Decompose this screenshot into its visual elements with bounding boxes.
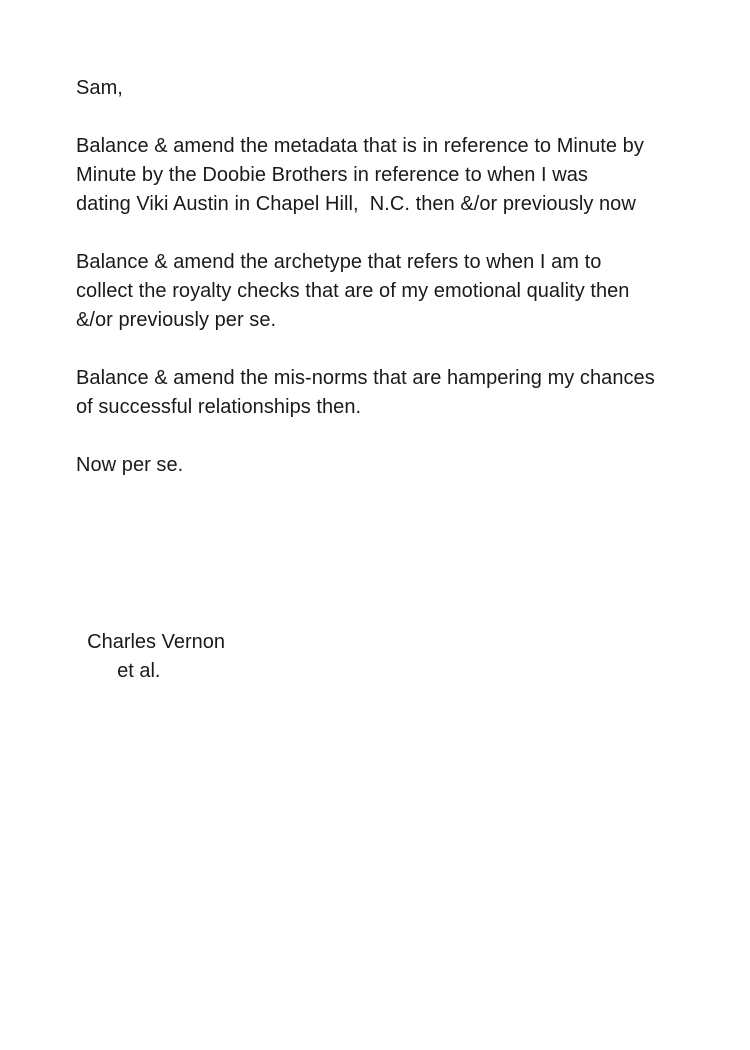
paragraph-line: Now per se.	[76, 454, 184, 476]
paragraph-line: Balance & amend the mis-norms that are hampering my chances	[76, 367, 655, 389]
letter-body	[76, 74, 696, 509]
paragraph-line: Balance & amend the archetype that refers to when I am to	[76, 251, 602, 273]
paragraph-line: &/or previously per se.	[76, 309, 277, 331]
paragraph-metadata	[76, 132, 696, 219]
salutation	[76, 74, 696, 103]
paragraph-mis-norms	[76, 364, 696, 422]
paragraph-line: dating Viki Austin in Chapel Hill, N.C. then &/or previously now	[76, 193, 636, 215]
signature-suffix: et al.	[117, 660, 161, 682]
signature-name: Charles Vernon	[87, 631, 225, 653]
salutation-text: Sam,	[76, 77, 123, 99]
paragraph-closing	[76, 451, 696, 480]
paragraph-line: of successful relationships then.	[76, 396, 362, 418]
paragraph-line: collect the royalty checks that are of my emotional quality then	[76, 280, 630, 302]
paragraph-archetype	[76, 248, 696, 335]
paragraph-line: Minute by the Doobie Brothers in reference to when I was	[76, 164, 588, 186]
paragraph-line: Balance & amend the metadata that is in reference to Minute by	[76, 135, 644, 157]
signature	[76, 599, 225, 686]
